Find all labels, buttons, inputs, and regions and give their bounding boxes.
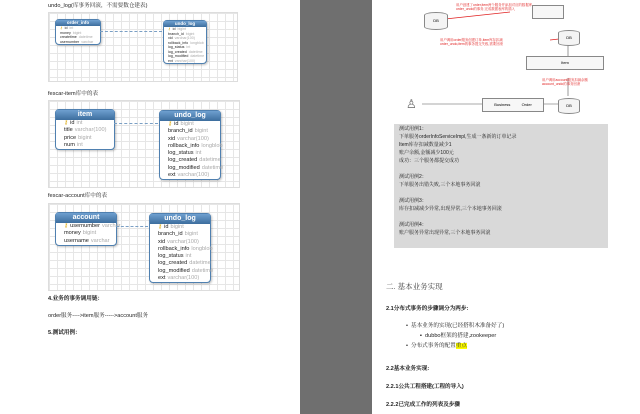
table-row: xid varchar(100): [168, 135, 209, 142]
account-db-heading: fescar-account库中的表: [48, 193, 108, 199]
diagram-note: account_undo的事务回滚: [542, 82, 581, 86]
test-line: 测试用例2：: [399, 174, 427, 180]
table-row: log_modified datetime: [168, 164, 224, 171]
table-undo-log: [149, 213, 214, 283]
call-chain-text: order服务---->item服务----->account服务: [48, 313, 149, 319]
subsection-2-2: 2.2基本业务实现:: [386, 366, 430, 372]
service-box: [532, 5, 564, 19]
table-row: rollback_info longblob: [168, 40, 204, 45]
test-line: 测试用例4：: [399, 222, 427, 228]
architecture-diagram: [392, 0, 628, 118]
item-service-box: Item: [526, 56, 604, 70]
table-row: branch_id bigint: [168, 128, 208, 135]
table-row: ext varchar(100): [168, 58, 196, 63]
key-icon: ⚷: [158, 224, 163, 230]
table-title: undo_log: [164, 21, 206, 27]
table-row: xid varchar(100): [158, 238, 199, 245]
left-document-page: [0, 0, 300, 414]
table-row: log_modified datetime: [158, 267, 214, 274]
test-line: 测试用例3：: [399, 198, 427, 204]
test-line: 库存扣减减少异常,出现异常,三个本地事务回滚: [399, 206, 502, 212]
test-line: 测试用例1：: [399, 126, 427, 132]
table-row: branch_id bigint: [158, 231, 198, 238]
table-row: log_modified datetime: [168, 54, 205, 58]
database-icon: DB: [558, 98, 580, 114]
test-line: 成功：三个服务都提交成功: [399, 158, 460, 164]
subsection-2-2-2: 2.2.2已完成工作的列表及步骤: [386, 402, 460, 408]
table-row: ⚷ id bigint: [168, 121, 194, 127]
table-undo-log: [163, 20, 207, 64]
diagram-note: 用户创建了order,item两个服务并添加对应的数据库: [456, 3, 533, 7]
table-item: [55, 109, 115, 150]
table-row: log_status int: [158, 253, 192, 260]
table-row: ⚷ id int: [64, 120, 83, 126]
table-row: money bigint: [64, 230, 97, 237]
section-2-heading: 二. 基本业务实现: [386, 282, 443, 291]
section-5-heading: 5.测试用例：: [48, 330, 81, 336]
key-icon: ⚷: [60, 26, 63, 30]
diagram-note: 用户调用account服务扣减余额: [542, 78, 588, 82]
test-line: Item库存扣减数量减少1: [399, 142, 452, 148]
business-order-box: Business Order: [482, 98, 544, 112]
table-row: ⚷ usernumber varchar: [64, 223, 121, 229]
test-cases-block: [394, 124, 608, 248]
table-row: branch_id bigint: [168, 31, 195, 36]
test-line: 下单服务orderInfoServiceImpl,生成一条新的订单记录: [399, 134, 517, 140]
er-diagram-account: [48, 203, 240, 291]
diagram-note: order_undo,item的事务提交失败,需要回滚: [440, 42, 503, 46]
table-row: log_created datetime: [158, 260, 211, 267]
diagram-note: 用户调用order服务创建订单,item库存扣减: [440, 38, 503, 42]
table-title: account: [56, 213, 116, 223]
table-row: rollback_info longblob: [168, 142, 223, 149]
table-row: log_status int: [168, 150, 202, 157]
test-line: 下单服务出错失败,三个本地事务回滚: [399, 182, 481, 188]
diagram-note: order_undo的事务,完成数据表库的插入: [456, 7, 515, 11]
user-icon: ♙: [406, 97, 417, 111]
table-row: ext varchar(100): [168, 172, 210, 179]
table-row: createtime datetime: [60, 35, 93, 39]
table-account: [55, 212, 121, 246]
key-icon: ⚷: [168, 121, 173, 127]
table-undo-log: [159, 110, 224, 180]
table-title: order_info: [56, 20, 100, 26]
bullet-item: • 分布式事务的配置重点: [406, 343, 467, 349]
table-row: xid varchar(100): [168, 36, 195, 40]
table-title: undo_log: [160, 111, 220, 121]
sub-bullet-item: ▪ dubbo框架的搭建,zookeeper: [420, 333, 497, 339]
database-icon: DB: [424, 12, 448, 30]
relation-line: [116, 226, 148, 227]
table-row: usernumber varchar: [60, 39, 94, 44]
highlight-text: 重点: [455, 343, 467, 349]
table-order-info: [55, 19, 101, 45]
table-row: money bigint: [60, 30, 82, 35]
table-row: rollback_info longblob: [158, 245, 213, 252]
table-row: log_created datetime: [168, 157, 221, 164]
table-row: price bigint: [64, 134, 92, 141]
relation-line: [100, 31, 162, 32]
er-diagram-order: [48, 12, 238, 82]
section-4-heading: 4.业务的事务调用链：: [48, 296, 104, 302]
table-row: ⚷ id bigint: [158, 224, 184, 230]
bullet-item: • 基本业务的实现(已经搭积木准备好了): [406, 323, 505, 329]
subsection-2-2-1: 2.2.1公共工程搭建(工程的导入): [386, 384, 464, 390]
table-title: item: [56, 110, 114, 120]
item-db-heading: fescar-item库中的表: [48, 91, 99, 97]
table-row: title varchar(100): [64, 127, 107, 134]
table-row: log_created datetime: [168, 49, 203, 54]
table-row: log_status int: [168, 45, 191, 49]
table-row: ext varchar(100): [158, 275, 200, 282]
table-row: ⚷ id bigint: [168, 27, 187, 31]
table-title: undo_log: [150, 214, 210, 224]
relation-line: [114, 123, 158, 124]
key-icon: ⚷: [168, 27, 171, 31]
table-row: ⚷ id int: [60, 26, 74, 30]
right-document-page: [372, 0, 640, 414]
key-icon: ⚷: [64, 120, 69, 126]
database-icon: DB: [558, 30, 580, 46]
table-row: num int: [64, 141, 83, 148]
er-diagram-item: [48, 100, 240, 188]
test-line: 账户服务异常出现异常,三个本地事务回滚: [399, 230, 491, 236]
undo-log-heading: undo_log(库事务回滚，不需要数仓建表): [48, 3, 148, 9]
subsection-2-1: 2.1分布式事务的步骤调分为两步:: [386, 306, 469, 312]
test-line: 账户余额,金额减少100元: [399, 150, 454, 156]
table-row: username varchar: [64, 237, 110, 244]
key-icon: ⚷: [64, 223, 69, 229]
